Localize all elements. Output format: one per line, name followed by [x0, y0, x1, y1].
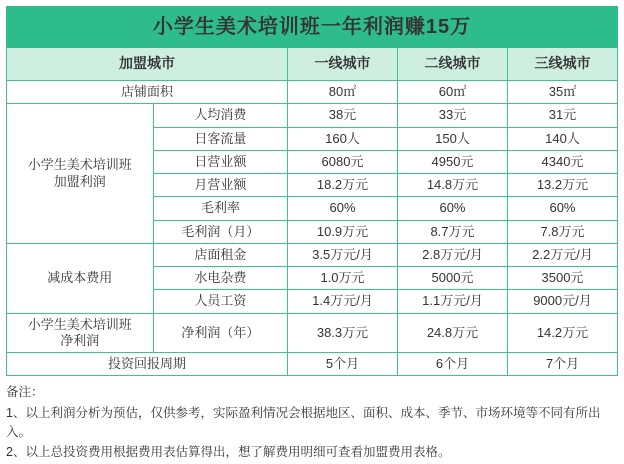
cell-rent-tier3: 2.2万元/月: [507, 243, 617, 266]
group-net-line-1: 小学生美术培训班: [27, 316, 132, 332]
table-row: [7, 243, 618, 266]
cell-utilities-tier1: 1.0万元: [288, 267, 398, 290]
cell-daily-revenue-tier2: 4950元: [398, 150, 508, 173]
row-label-monthly-revenue: 月营业额: [153, 174, 287, 197]
cell-staff-salary-tier3: 9000元/月: [507, 290, 617, 313]
cell-daily-traffic-tier2: 150人: [398, 127, 508, 150]
group-label-net-profit: [7, 313, 154, 353]
page-title: 小学生美术培训班一年利润赚15万: [7, 7, 618, 48]
cell-daily-traffic-tier1: 160人: [288, 127, 398, 150]
notes-title: 备注：: [6, 385, 44, 400]
group-label-line-1: 小学生美术培训班: [27, 157, 132, 173]
cell-payback-tier3: 7个月: [507, 353, 617, 376]
cell-staff-salary-tier1: 1.4万元/月: [288, 290, 398, 313]
table-row: [7, 313, 618, 353]
cell-per-capita-tier2: 33元: [398, 104, 508, 127]
row-label-per-capita: 人均消费: [153, 104, 287, 127]
notes-section: [6, 383, 618, 464]
group-label-line-2: 加盟利润: [53, 173, 106, 189]
row-label-rent: 店面租金: [153, 243, 287, 266]
cell-monthly-revenue-tier2: 14.8万元: [398, 174, 508, 197]
cell-rent-tier1: 3.5万元/月: [288, 243, 398, 266]
cell-gross-margin-tier1: 60%: [288, 197, 398, 220]
cell-monthly-revenue-tier3: 13.2万元: [507, 174, 617, 197]
table-row: [7, 104, 618, 127]
row-label-gross-margin: 毛利率: [153, 197, 287, 220]
cell-monthly-revenue-tier1: 18.2万元: [288, 174, 398, 197]
cell-per-capita-tier1: 38元: [288, 104, 398, 127]
table-header-row: [7, 48, 618, 81]
row-label-utilities: 水电杂费: [153, 267, 287, 290]
cell-net-profit-tier3: 14.2万元: [507, 313, 617, 353]
group-label-franchise-profit: [7, 104, 154, 244]
table-row: [7, 81, 618, 104]
group-label-cost-deduction: 减成本费用: [7, 243, 154, 313]
group-net-line-2: 净利润: [60, 332, 100, 348]
row-label-gross-profit: 毛利润（月）: [153, 220, 287, 243]
cell-store-area-tier1: 80㎡: [288, 81, 398, 104]
row-label-payback-period: 投资回报周期: [7, 353, 288, 376]
row-label-staff-salary: 人员工资: [153, 290, 287, 313]
cell-daily-traffic-tier3: 140人: [507, 127, 617, 150]
cell-per-capita-tier3: 31元: [507, 104, 617, 127]
row-label-store-area: 店铺面积: [7, 81, 288, 104]
note-item-2: 2、以上总投资费用根据费用表估算得出，想了解费用明细可查看加盟费用表格。: [6, 445, 451, 460]
cell-store-area-tier2: 60㎡: [398, 81, 508, 104]
cell-gross-margin-tier2: 60%: [398, 197, 508, 220]
cell-payback-tier1: 5个月: [288, 353, 398, 376]
cell-utilities-tier2: 5000元: [398, 267, 508, 290]
row-label-net-profit-year: 净利润（年）: [153, 313, 287, 353]
profit-table: [6, 6, 618, 376]
cell-payback-tier2: 6个月: [398, 353, 508, 376]
cell-utilities-tier3: 3500元: [507, 267, 617, 290]
cell-daily-revenue-tier1: 6080元: [288, 150, 398, 173]
cell-rent-tier2: 2.8万元/月: [398, 243, 508, 266]
header-tier-1: 一线城市: [288, 48, 398, 81]
cell-gross-profit-tier2: 8.7万元: [398, 220, 508, 243]
header-tier-2: 二线城市: [398, 48, 508, 81]
cell-net-profit-tier2: 24.8万元: [398, 313, 508, 353]
cell-store-area-tier3: 35㎡: [507, 81, 617, 104]
note-item-1: 1、以上利润分析为预估，仅供参考，实际盈利情况会根据地区、面积、成本、季节、市场环境等不同有所出入。: [6, 405, 601, 439]
row-label-daily-revenue: 日营业额: [153, 150, 287, 173]
cell-gross-profit-tier1: 10.9万元: [288, 220, 398, 243]
header-city-label: 加盟城市: [7, 48, 288, 81]
table-title-row: [7, 7, 618, 48]
row-label-daily-traffic: 日客流量: [153, 127, 287, 150]
cell-daily-revenue-tier3: 4340元: [507, 150, 617, 173]
cell-staff-salary-tier2: 1.1万元/月: [398, 290, 508, 313]
table-row: [7, 353, 618, 376]
header-tier-3: 三线城市: [507, 48, 617, 81]
cell-net-profit-tier1: 38.3万元: [288, 313, 398, 353]
cell-gross-margin-tier3: 60%: [507, 197, 617, 220]
cell-gross-profit-tier3: 7.8万元: [507, 220, 617, 243]
